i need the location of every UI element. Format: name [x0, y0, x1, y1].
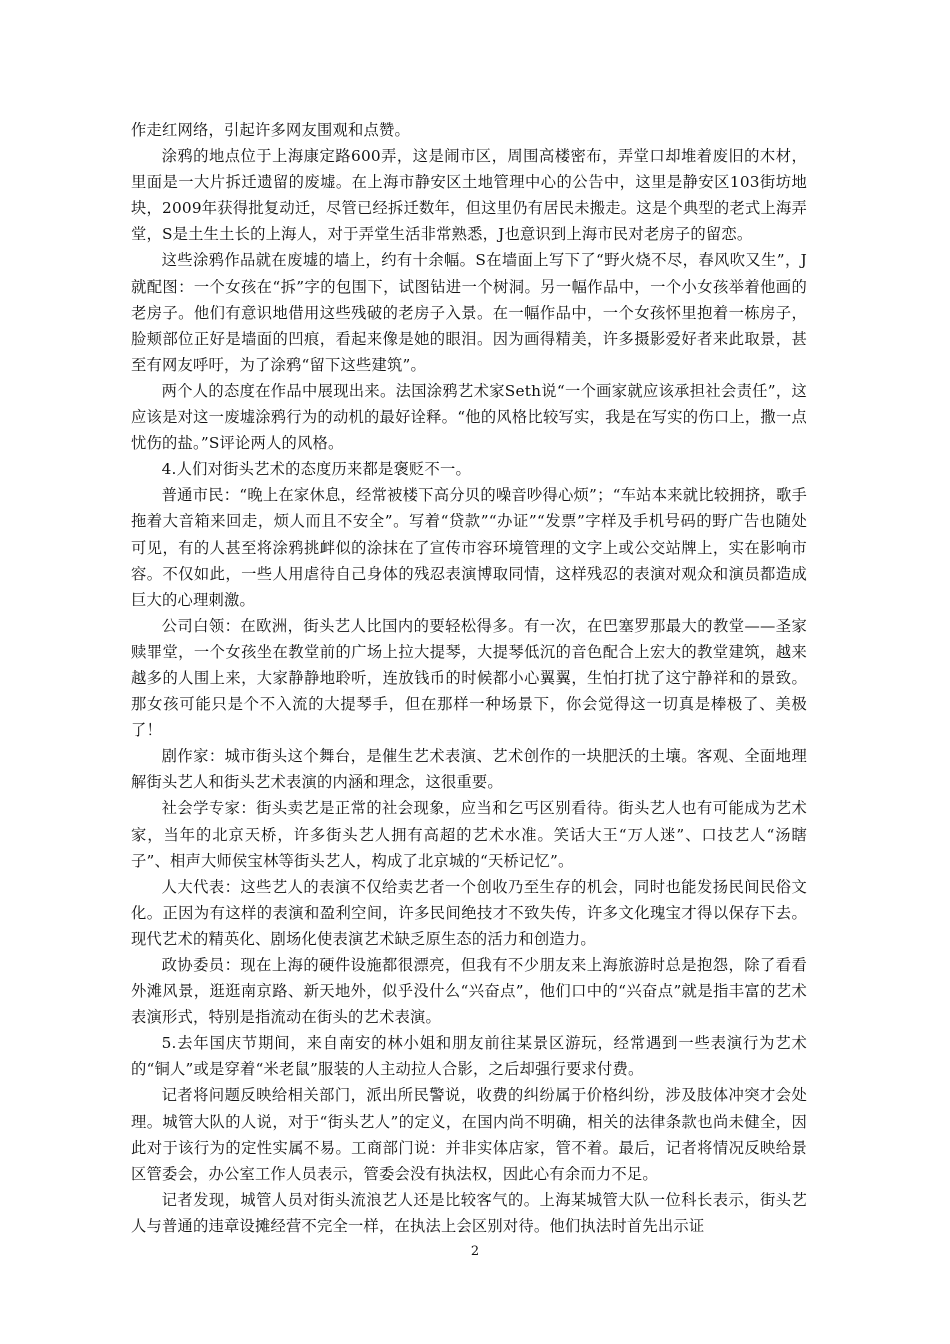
body-text	[131, 117, 807, 1239]
section-heading: 4.人们对街头艺术的态度历来都是褒贬不一。	[161, 460, 472, 479]
paragraph: 政协委员：现在上海的硬件设施都很漂亮，但我有不少朋友来上海旅游时总是抱怨，除了看看外滩风景，逛逛南京路、新天地外，似乎没什么“兴奋点”，他们口中的“兴奋点”就是指丰富的艺术表演形式，特别是指流动在街头的艺术表演。	[131, 956, 807, 1027]
paragraph: 这些涂鸦作品就在废墟的墙上，约有十余幅。S在墙面上写下了“野火烧不尽，春风吹又生”，J就配图：一个女孩在“拆”字的包围下，试图钻进一个树洞。另一幅作品中，一个小女孩举着他画的老房子。他们有意识地借用这些残破的老房子入景。在一幅作品中，一个女孩怀里抱着一栋房子，脸颊部位正好是墙面的凹痕，看起来像是她的眼泪。因为画得精美，许多摄影爱好者来此取景，甚至有网友呼吁，为了涂鸦“留下这些建筑”。	[131, 251, 807, 374]
paragraph: 两个人的态度在作品中展现出来。法国涂鸦艺术家Seth说“一个画家就应该承担社会责任”，这应该是对这一废墟涂鸦行为的动机的最好诠释。“他的风格比较写实，我是在写实的伤口上，撒一点忧伤的盐。”S评论两人的风格。	[131, 381, 807, 453]
paragraph: 人大代表：这些艺人的表演不仅给卖艺者一个创收乃至生存的机会，同时也能发扬民间民俗文化。正因为有这样的表演和盈利空间，许多民间绝技才不致失传，许多文化瑰宝才得以保存下去。现代艺术的精英化、剧场化使表演艺术缺乏原生态的活力和创造力。	[131, 877, 807, 948]
page-number: 2	[470, 1244, 480, 1259]
paragraph: 涂鸦的地点位于上海康定路600弄，这是闹市区，周围高楼密布，弄堂口却堆着废旧的木材，里面是一大片拆迁遗留的废墟。在上海市静安区土地管理中心的公告中，这里是静安区103街坊地块，2009年获得批复动迁，尽管已经拆迁数年，但这里仍有居民未搬走。这是个典型的老式上海弄堂，S是土生土长的上海人，对于弄堂生活非常熟悉，J也意识到上海市民对老房子的留恋。	[131, 147, 807, 244]
paragraph: 记者将问题反映给相关部门，派出所民警说，收费的纠纷属于价格纠纷，涉及肢体冲突才会处理。城管大队的人说，对于“街头艺人”的定义，在国内尚不明确，相关的法律条款也尚未健全，因此对于该行为的定性实属不易。工商部门说：并非实体店家，管不着。最后，记者将情况反映给景区管委会，办公室工作人员表示，管委会没有执法权，因此心有余而力不足。	[131, 1086, 807, 1183]
section-heading: 5.去年国庆节期间，来自南安的林小姐和朋友前往某景区游玩，经常遇到一些表演行为艺术的“铜人”或是穿着“米老鼠”服装的人主动拉人合影，之后却强行要求付费。	[131, 1034, 807, 1079]
paragraph-continued: 作走红网络，引起许多网友围观和点赞。	[131, 121, 410, 139]
paragraph: 剧作家：城市街头这个舞台，是催生艺术表演、艺术创作的一块肥沃的土壤。客观、全面地理解街头艺人和街头艺术表演的内涵和理念，这很重要。	[131, 747, 807, 792]
paragraph: 公司白领：在欧洲，街头艺人比国内的要轻松得多。有一次，在巴塞罗那最大的教堂——圣家赎罪堂，一个女孩坐在教堂前的广场上拉大提琴，大提琴低沉的音色配合上宏大的教堂建筑，越来越多的人围上来，大家静静地聆听，连放钱币的时候都小心翼翼，生怕打扰了这宁静祥和的景致。那女孩可能只是个不入流的大提琴手，但在那样一种场景下，你会觉得这一切真是棒极了、美极了！	[131, 616, 807, 740]
paragraph: 社会学专家：街头卖艺是正常的社会现象，应当和乞丐区别看待。街头艺人也有可能成为艺术家，当年的北京天桥，许多街头艺人拥有高超的艺术水准。笑话大王“万人迷”、口技艺人“汤瞎子”、相声大师侯宝林等街头艺人，构成了北京城的“天桥记忆”。	[131, 799, 807, 870]
paragraph: 记者发现，城管人员对街头流浪艺人还是比较客气的。上海某城管大队一位科长表示，街头艺人与普通的违章设摊经营不完全一样，在执法上会区别对待。他们执法时首先出示证	[131, 1190, 807, 1235]
paragraph: 普通市民：“晚上在家休息，经常被楼下高分贝的噪音吵得心烦”；“车站本来就比较拥挤，歌手拖着大音箱来回走，烦人而且不安全”。写着“贷款”“办证”“发票”字样及手机号码的野广告也随处可见，有的人甚至将涂鸦挑衅似的涂抹在了宣传市容环境管理的文字上或公交站牌上，实在影响市容。不仅如此，一些人用虐待自己身体的残忍表演博取同情，这样残忍的表演对观众和演员都造成巨大的心理刺激。	[131, 486, 807, 609]
